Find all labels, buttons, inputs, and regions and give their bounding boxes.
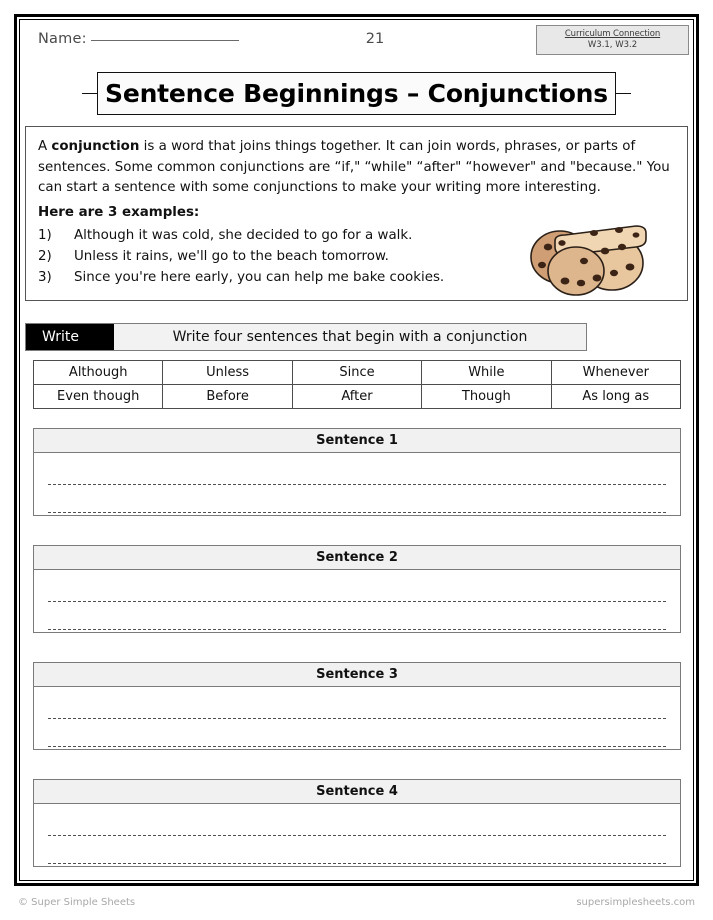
word-bank-cell: While bbox=[422, 361, 551, 385]
worksheet-content bbox=[20, 20, 693, 880]
example-text: Since you're here early, you can help me bake cookies. bbox=[74, 270, 445, 285]
definition-paragraph bbox=[38, 137, 672, 199]
sentence-block-3 bbox=[33, 662, 681, 750]
title-box bbox=[97, 72, 616, 115]
write-line[interactable] bbox=[48, 863, 666, 864]
footer-copyright: © Super Simple Sheets bbox=[18, 897, 136, 908]
sentence-block-header: Sentence 3 bbox=[33, 662, 681, 687]
example-text: Unless it rains, we'll go to the beach tomorrow. bbox=[74, 249, 389, 264]
example-number: 2) bbox=[38, 249, 52, 264]
write-line[interactable] bbox=[48, 629, 666, 630]
sentence-answer-area[interactable] bbox=[33, 804, 681, 867]
curriculum-connection-codes: W3.1, W3.2 bbox=[587, 40, 638, 50]
example-number: 3) bbox=[38, 270, 52, 285]
name-write-line[interactable] bbox=[91, 40, 239, 41]
information-box bbox=[25, 126, 688, 301]
write-instruction-bar bbox=[25, 323, 587, 351]
title-rule-left bbox=[82, 93, 98, 94]
sentence-block-header: Sentence 4 bbox=[33, 779, 681, 804]
table-row bbox=[34, 385, 681, 409]
curriculum-connection-title: Curriculum Connection bbox=[564, 29, 661, 39]
sentence-answer-area[interactable] bbox=[33, 687, 681, 750]
write-line[interactable] bbox=[48, 601, 666, 602]
word-bank-cell: Though bbox=[422, 385, 551, 409]
sentence-block-4 bbox=[33, 779, 681, 867]
page-footer bbox=[18, 897, 695, 913]
table-row bbox=[34, 361, 681, 385]
word-bank-cell: Before bbox=[163, 385, 292, 409]
word-bank-table bbox=[33, 360, 681, 409]
write-line[interactable] bbox=[48, 835, 666, 836]
page-title: Sentence Beginnings – Conjunctions bbox=[105, 79, 608, 108]
sentence-block-header: Sentence 1 bbox=[33, 428, 681, 453]
word-bank-cell: As long as bbox=[551, 385, 680, 409]
list-item bbox=[38, 225, 508, 246]
list-item bbox=[38, 267, 508, 288]
sentence-block-1 bbox=[33, 428, 681, 516]
write-line[interactable] bbox=[48, 484, 666, 485]
title-band bbox=[20, 72, 693, 116]
example-text: Although it was cold, she decided to go for a walk. bbox=[74, 228, 413, 243]
write-line[interactable] bbox=[48, 718, 666, 719]
word-bank-cell: Since bbox=[292, 361, 421, 385]
page-number: 21 bbox=[365, 31, 385, 47]
footer-website[interactable]: supersimplesheets.com bbox=[576, 897, 695, 908]
sentence-answer-area[interactable] bbox=[33, 453, 681, 516]
examples-heading: Here are 3 examples: bbox=[38, 205, 200, 220]
worksheet-header bbox=[20, 20, 693, 62]
word-bank-cell: Unless bbox=[163, 361, 292, 385]
definition-text-lead: A bbox=[38, 139, 52, 154]
write-tab-label: Write bbox=[26, 324, 114, 350]
list-item bbox=[38, 246, 508, 267]
curriculum-connection-box bbox=[536, 25, 689, 55]
sentence-block-2 bbox=[33, 545, 681, 633]
write-line[interactable] bbox=[48, 746, 666, 747]
sentence-block-header: Sentence 2 bbox=[33, 545, 681, 570]
title-rule-right bbox=[615, 93, 631, 94]
name-label: Name: bbox=[38, 31, 87, 47]
word-bank-cell: Whenever bbox=[551, 361, 680, 385]
write-instruction-text: Write four sentences that begin with a conjunction bbox=[114, 324, 586, 350]
sentence-answer-area[interactable] bbox=[33, 570, 681, 633]
word-bank-cell: Although bbox=[34, 361, 163, 385]
definition-text-body: is a word that joins things together. It can join words, phrases, or parts of sentences. Some common conjunctions are “if," “while" “after" “however" and "because." You can start a sentence with some conjunctions to make your writing more interesting. bbox=[38, 139, 670, 195]
word-bank-cell: After bbox=[292, 385, 421, 409]
examples-list bbox=[38, 225, 508, 288]
write-line[interactable] bbox=[48, 512, 666, 513]
word-bank-cell: Even though bbox=[34, 385, 163, 409]
example-number: 1) bbox=[38, 228, 52, 243]
name-field[interactable] bbox=[38, 31, 239, 47]
definition-keyword: conjunction bbox=[51, 139, 140, 154]
cookies-illustration bbox=[518, 221, 668, 299]
